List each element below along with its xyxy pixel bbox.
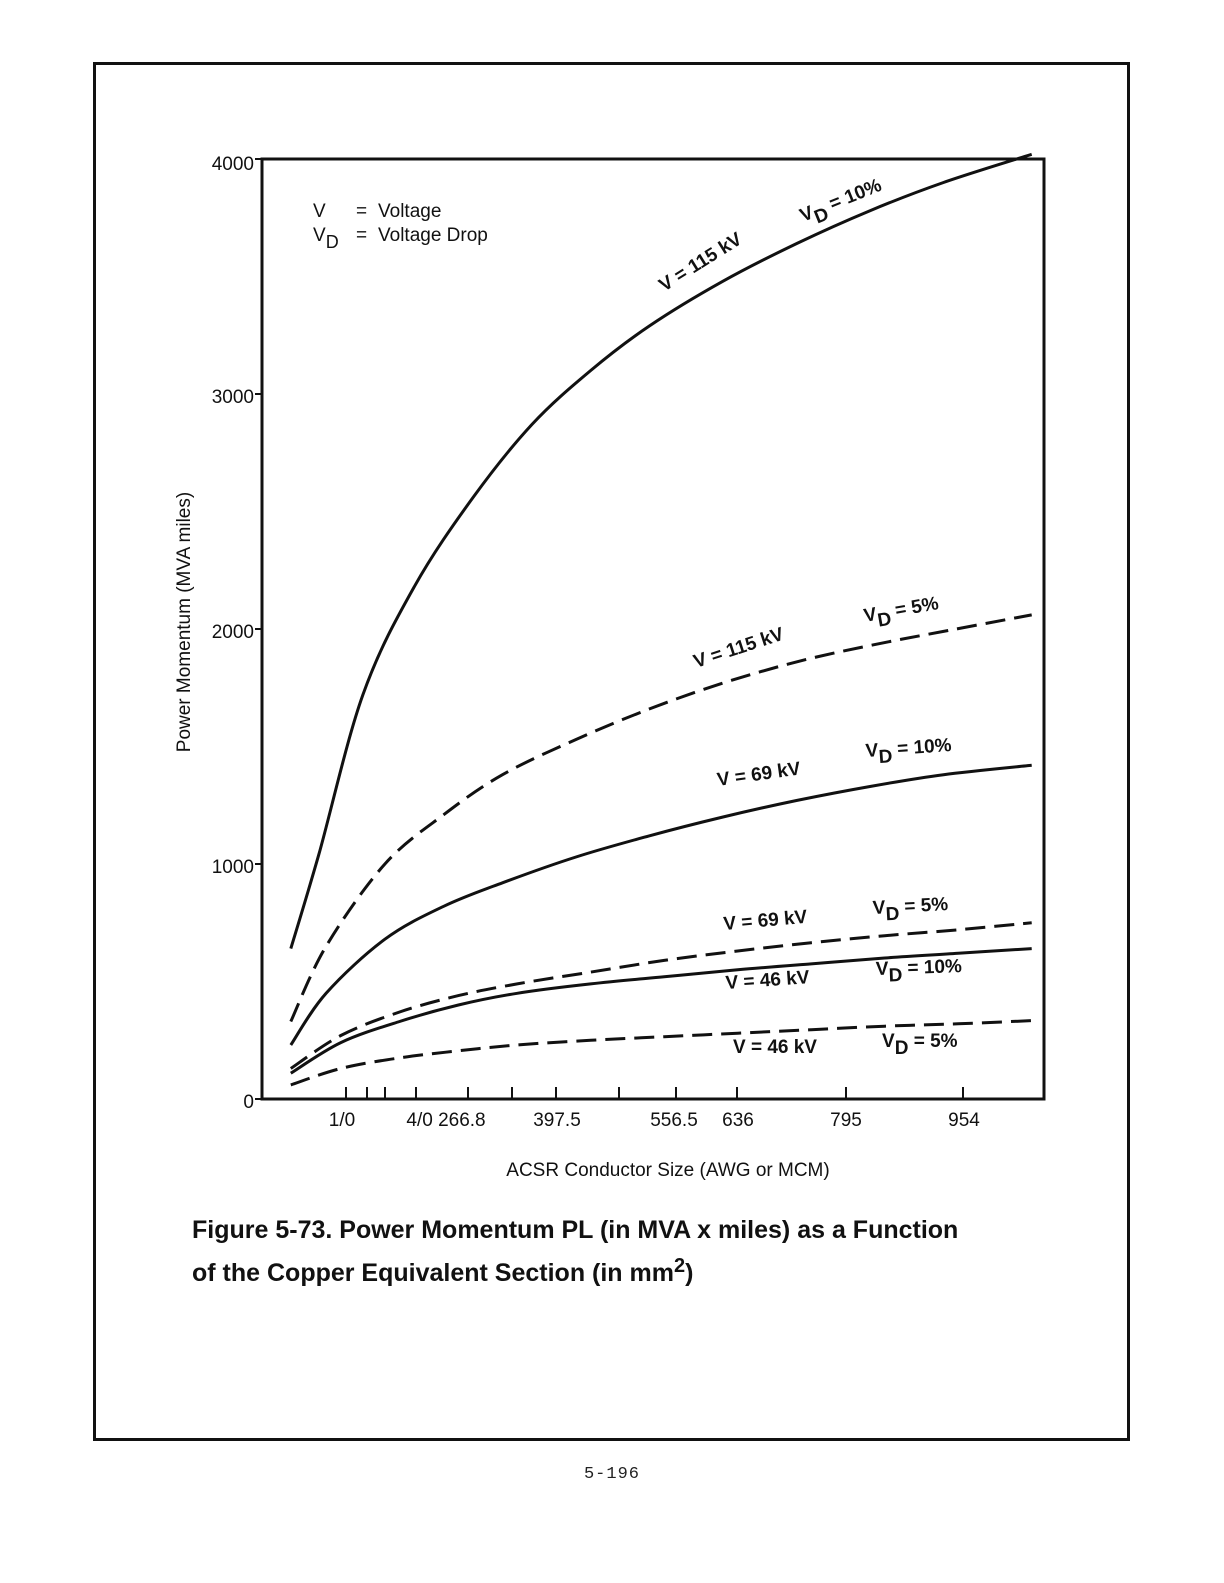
y-tick-label: 3000 [211,387,254,408]
caption-line-2-text: of the Copper Equivalent Section (in mm [192,1259,674,1287]
curve-label-voltage: V = 115 kV [691,623,787,673]
x-tick-label: 556.5 [650,1110,698,1131]
caption-line-2 [192,1248,1072,1291]
page-number: 5-196 [583,1465,640,1484]
x-tick-label: 636 [722,1110,754,1131]
y-tick-label: 0 [243,1092,254,1113]
curve-label-drop: VD = 10% [864,735,953,769]
figure-caption [192,1212,1072,1291]
legend-symbol: V [313,201,326,222]
curve-label-drop: VD = 5% [862,593,941,632]
series-line [291,154,1032,948]
y-axis-label: Power Momentum (MVA miles) [174,491,195,753]
curve-label-voltage: V = 115 kV [655,228,746,297]
curve-label-voltage: V = 69 kV [715,758,802,791]
y-tick-label: 4000 [211,154,254,175]
curve-label-drop: VD = 10% [797,174,885,229]
x-tick-label: 1/0 [328,1110,356,1131]
legend-equals: = [356,201,368,222]
curve-label-drop: VD = 5% [882,1031,958,1059]
caption-superscript: 2 [673,1255,686,1277]
x-axis-label: ACSR Conductor Size (AWG or MCM) [506,1160,830,1181]
legend-meaning: Voltage Drop [378,225,488,246]
caption-line-2-end: ) [685,1259,694,1287]
legend-equals: = [356,225,368,246]
legend-meaning: Voltage [378,201,442,222]
caption-line-1: Figure 5-73. Power Momentum PL (in MVA x miles) as a Function [192,1216,959,1244]
curve-label-voltage: V = 46 kV [733,1037,817,1058]
curve-label-voltage: V = 46 kV [724,967,811,994]
x-tick-label: 795 [830,1110,862,1131]
curve-label-voltage: V = 69 kV [722,906,809,935]
y-tick-label: 2000 [211,622,254,643]
series-line [291,1020,1039,1085]
curve-label-drop: VD = 5% [872,894,949,926]
x-tick-label: 4/0 266.8 [406,1110,486,1131]
legend [313,201,488,252]
legend-symbol: VD [313,225,339,252]
x-tick-label: 397.5 [533,1110,581,1131]
curve-annotations [656,175,963,1059]
curve-label-drop: VD = 10% [875,956,963,987]
x-tick-label: 954 [948,1110,980,1131]
y-tick-label: 1000 [211,857,254,878]
